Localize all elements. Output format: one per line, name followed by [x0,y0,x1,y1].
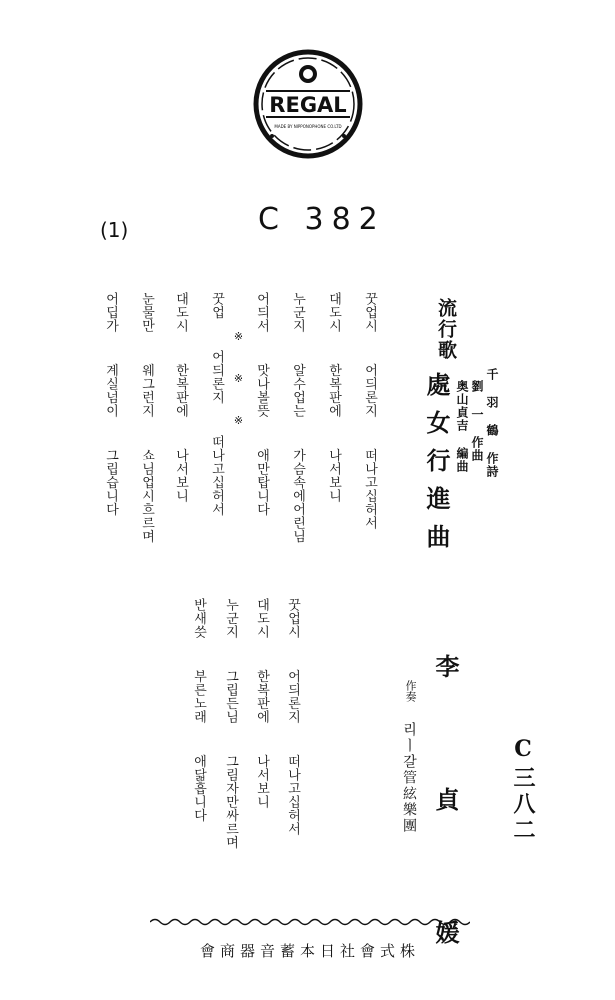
verse-1-line-4: 어듸서 맛나볼뜻 애만탑니다 [254,292,269,516]
side-number: (1) [100,218,129,242]
catalog-number-vertical: C三八二 [510,736,536,844]
song-genre: 流行歌 [435,298,457,361]
logo-brand-text: REGAL [269,93,347,117]
verse-1-line-2: 대도시 한복판에 나서보니 [326,292,341,503]
verse-3-line-2: 대도시 한복판에 나서보니 [254,598,269,809]
regal-logo [252,48,364,160]
separator: ※ ※ ※ [232,330,245,435]
arranger-credit: 奥山貞吉 編曲 [455,380,469,473]
catalog-number: C 382 [258,202,386,237]
verse-3-line-3: 누군지 그립든님 그림자만싸르며 [223,598,238,849]
verse-2-line-1: 꿋업 어듸론지 떠나고십허서 [209,292,224,516]
verse-1-line-3: 누군지 알수업는 가슴속에어린님 [290,292,305,543]
logo-maker-text: MADE BY NIPPONOPHONE CO.LTD [274,124,342,129]
orchestra-name: 리ㅣ갈管絃樂團 [401,722,417,834]
song-title: 處女行進曲 [422,372,451,562]
decorative-wavy-rule [150,916,470,928]
performance-label: 作奏 [404,680,417,702]
verse-1-line-1: 꿋업시 어듸론지 떠나고십허서 [362,292,377,530]
lyricist-credit: 千 羽 鶴 作詩 [485,368,499,478]
verse-2-line-3: 눈물만 웨그런지 쇼님업시흐르며 [139,292,154,543]
verse-3-line-1: 꿋업시 어듸론지 떠나고십허서 [285,598,300,836]
composer-credit: 劉 一 作曲 [470,380,484,462]
verse-2-line-2: 대도시 한복판에 나서보니 [173,292,188,503]
verse-3-line-4: 반새씃 부른노래 애닯흡니다 [191,598,206,822]
singer-name: 李 貞 媛 [431,654,460,984]
verse-2-line-4: 어딥가 계실넘이 그립습니다 [103,292,118,516]
publisher-footer: 株式會社日本蓄音器商會 [199,942,420,960]
